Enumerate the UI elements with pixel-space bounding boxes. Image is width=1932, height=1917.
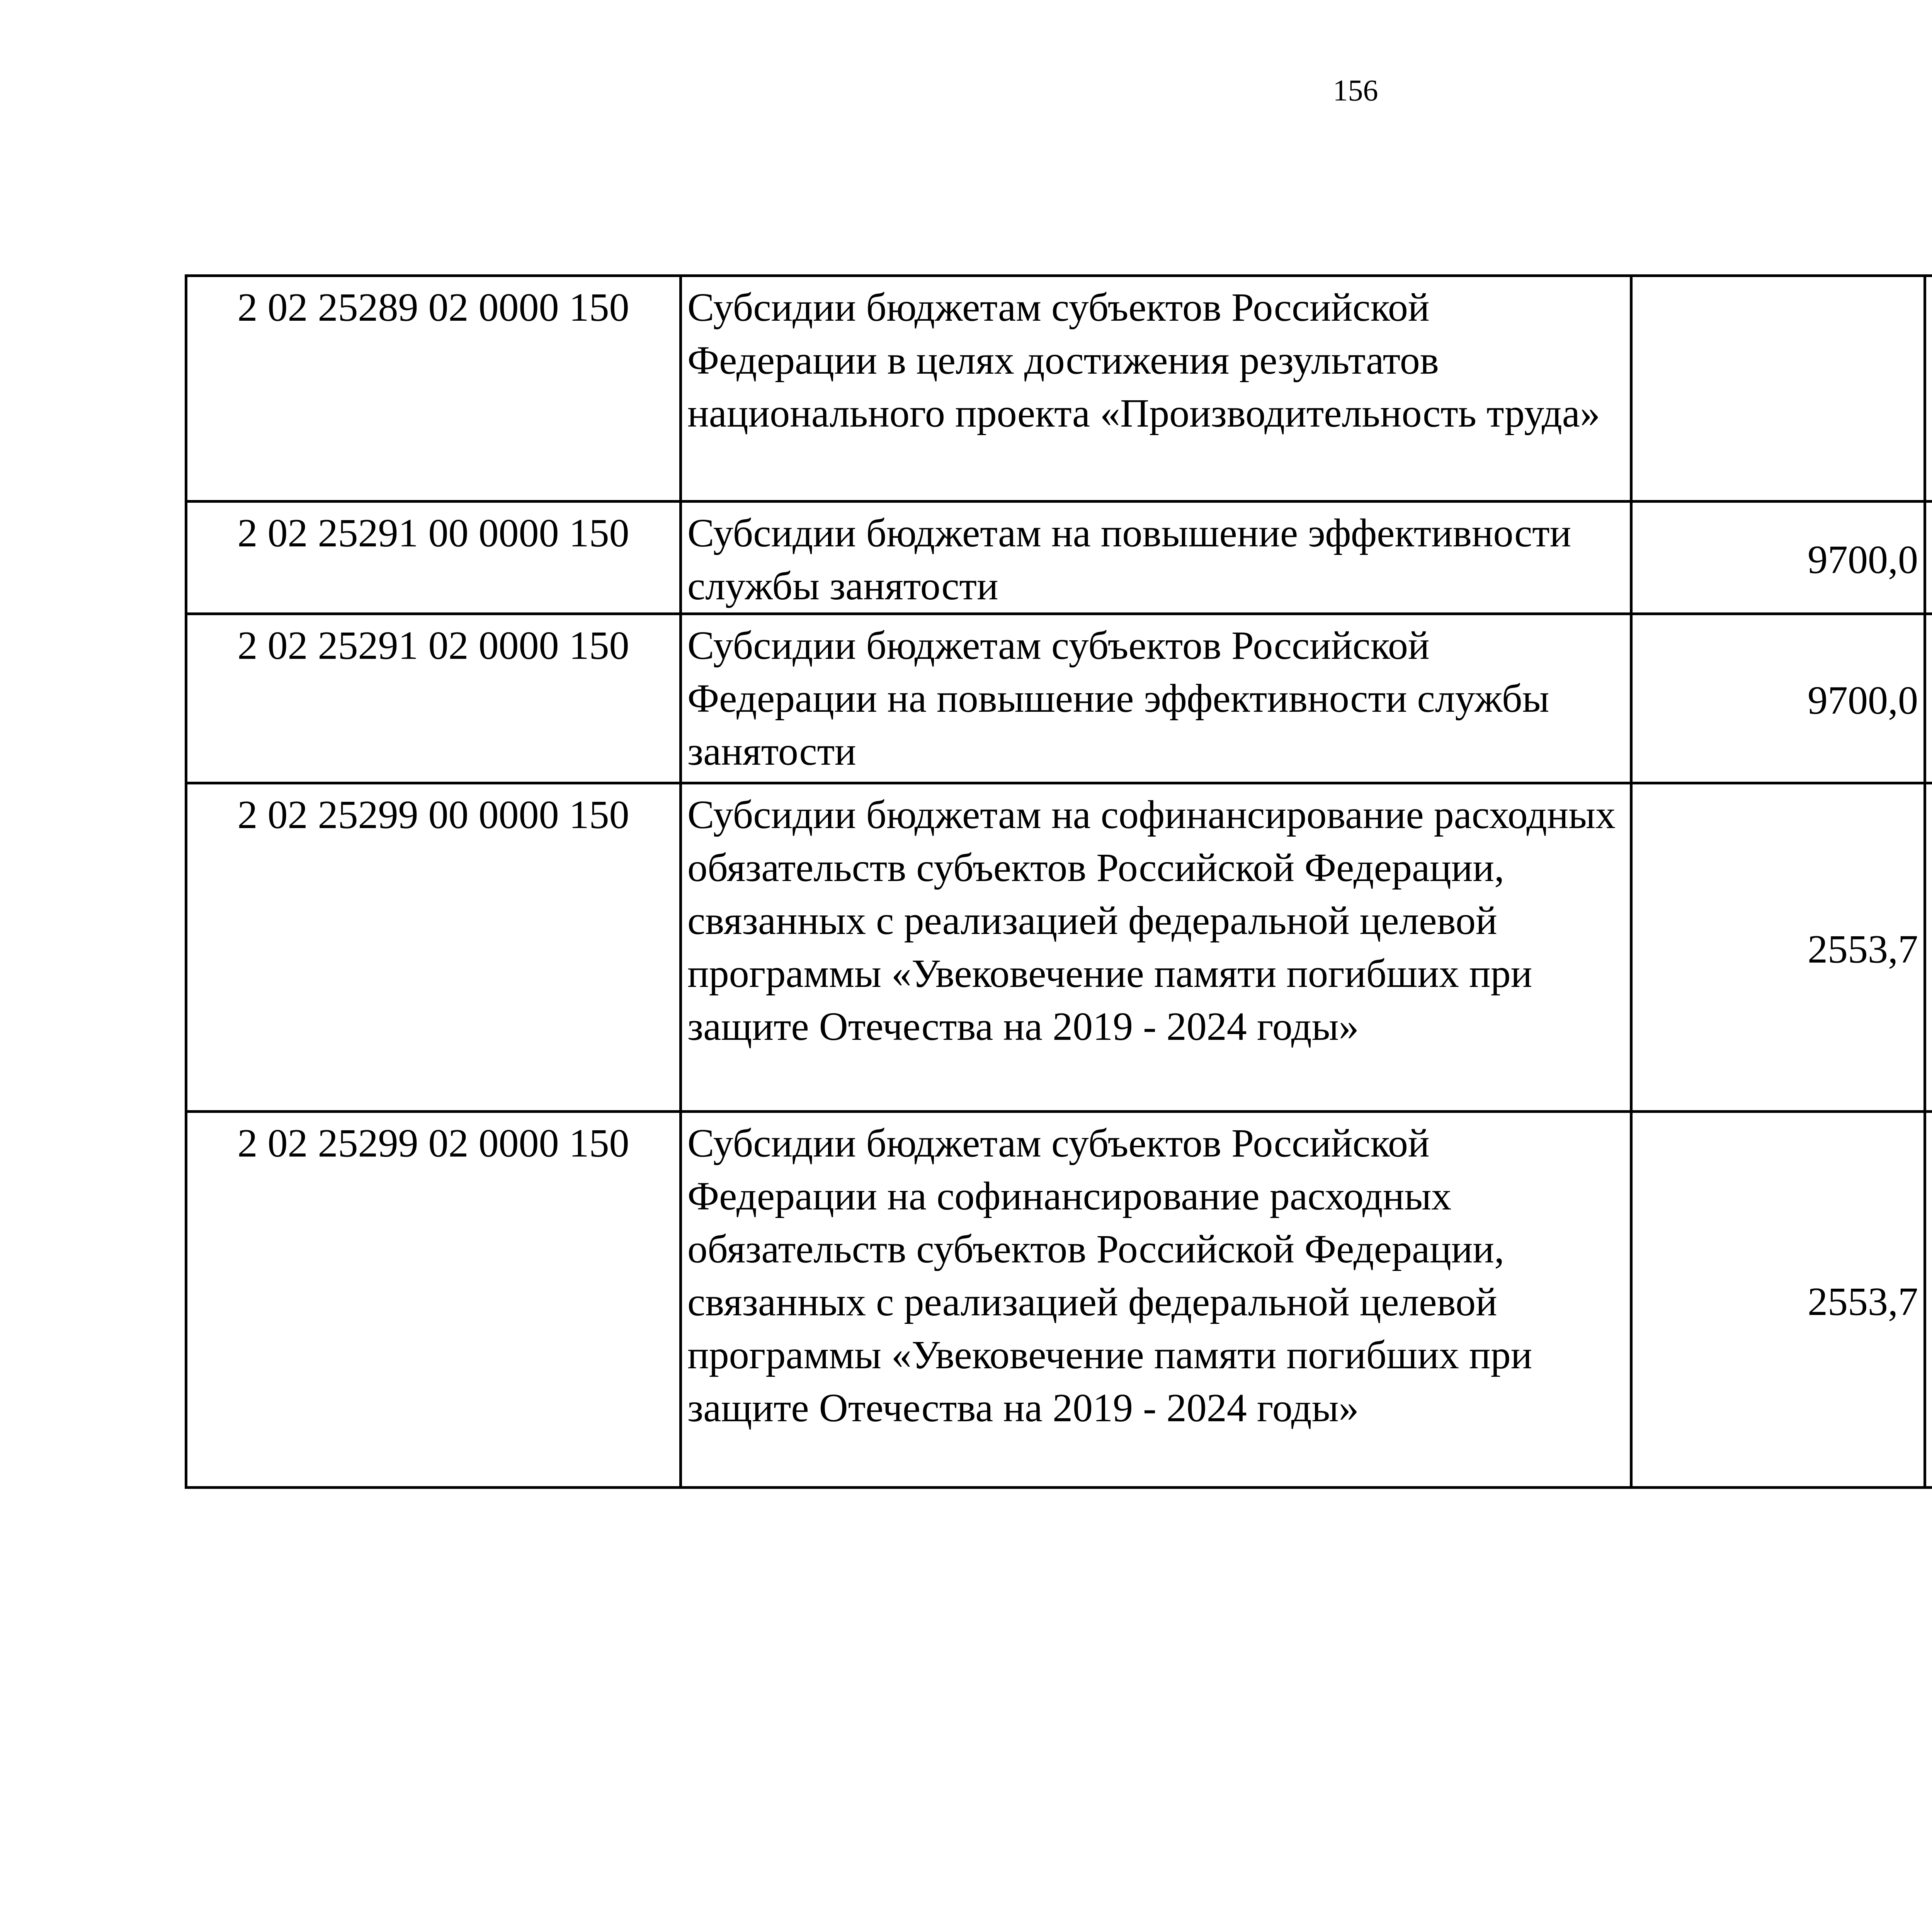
amount-year2-cell <box>1925 502 1932 614</box>
amount-year1-cell: 9700,0 <box>1631 502 1925 614</box>
budget-code-cell: 2 02 25299 00 0000 150 <box>186 783 681 1112</box>
amount-year1-cell: 9700,0 <box>1631 614 1925 783</box>
budget-table <box>185 274 1932 1489</box>
table-row <box>186 502 1932 614</box>
budget-code-cell: 2 02 25299 02 0000 150 <box>186 1112 681 1488</box>
revenue-name-cell: Субсидии бюджетам субъектов Российской Федерации в целях достижения результатов национального проекта «Производительность труда» <box>681 276 1631 502</box>
page-number: 156 <box>1333 73 1378 107</box>
amount-year2-cell <box>1925 1112 1932 1488</box>
table-row <box>186 614 1932 783</box>
revenue-name-cell: Субсидии бюджетам на софинансирование расходных обязательств субъектов Российской Федерации, связанных с реализацией федеральной целевой программы «Увековечение памяти погибших при защите Отечества на 2019 - 2024 годы» <box>681 783 1631 1112</box>
table-row <box>186 1112 1932 1488</box>
budget-code-cell: 2 02 25289 02 0000 150 <box>186 276 681 502</box>
amount-year2-cell <box>1925 783 1932 1112</box>
budget-code-cell: 2 02 25291 00 0000 150 <box>186 502 681 614</box>
amount-year2-cell <box>1925 276 1932 502</box>
revenue-name-cell: Субсидии бюджетам субъектов Российской Федерации на софинансирование расходных обязательств субъектов Российской Федерации, связанных с реализацией федеральной целевой программы «Увековечение памяти погибших при защите Отечества на 2019 - 2024 годы» <box>681 1112 1631 1488</box>
budget-code-cell: 2 02 25291 02 0000 150 <box>186 614 681 783</box>
table-row <box>186 276 1932 502</box>
table-row <box>186 783 1932 1112</box>
revenue-name-cell: Субсидии бюджетам на повышение эффективности службы занятости <box>681 502 1631 614</box>
amount-year2-cell <box>1925 614 1932 783</box>
amount-year1-cell <box>1631 276 1925 502</box>
amount-year1-cell: 2553,7 <box>1631 1112 1925 1488</box>
revenue-name-cell: Субсидии бюджетам субъектов Российской Федерации на повышение эффективности службы занятости <box>681 614 1631 783</box>
amount-year1-cell: 2553,7 <box>1631 783 1925 1112</box>
